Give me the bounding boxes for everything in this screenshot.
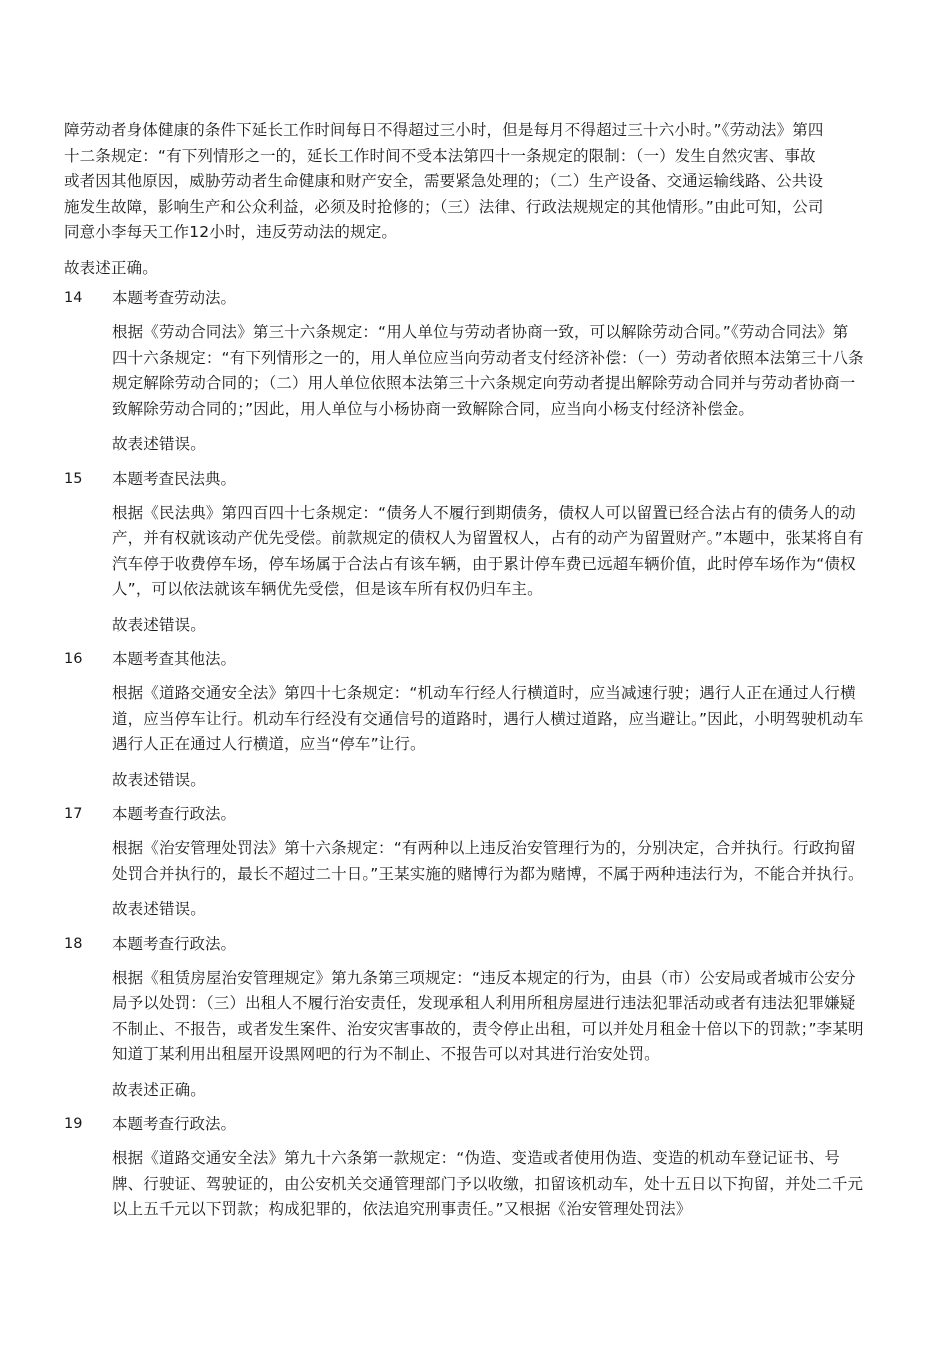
item-number: 14 [64, 290, 83, 306]
item-number: 15 [64, 470, 83, 487]
answer-item-15 [64, 467, 864, 639]
item-explanation: 根据《道路交通安全法》第九十六条第一款规定：“伪造、变造或者使用伪造、变造的机动车登记证书、号牌、行驶证、驾驶证的，由公安机关交通管理部门予以收缴，扣留该机动车，处十五日以下拘留，并处二千元以上五千元以下罚款；构成犯罪的，依法追究刑事责任。”又根据《治安管理处罚法》 [112, 1149, 864, 1218]
item-explanation: 根据《劳动合同法》第三十六条规定：“用人单位与劳动者协商一致，可以解除劳动合同。”《劳动合同法》第四十六条规定：“有下列情形之一的，用人单位应当向劳动者支付经济补偿：（一）劳动者依照本法第三十八条规定解除劳动合同的；（二）用人单位依照本法第三十六条规定向劳动者提出解除劳动合同并与劳动者协商一致解除劳动合同的；”因此，用人单位与小杨协商一致解除合同，应当向小杨支付经济补偿金。 [112, 323, 864, 418]
item-number: 17 [64, 806, 83, 822]
item-explanation: 根据《治安管理处罚法》第十六条规定：“有两种以上违反治安管理行为的，分别决定，合并执行。行政拘留处罚合并执行的，最长不超过二十日。”王某实施的赌博行为都为赌博，不属于两种违法行为，不能合并执行。 [112, 839, 864, 883]
answer-list [64, 286, 864, 1232]
intro-verdict: 故表述正确。 [64, 258, 158, 277]
answer-item-16 [64, 647, 864, 793]
intro-section [64, 118, 824, 281]
item-explanation: 根据《租赁房屋治安管理规定》第九条第三项规定：“违反本规定的行为，由县（市）公安局或者城市公安分局予以处罚：（三）出租人不履行治安责任，发现承租人利用所租房屋进行违法犯罪活动或者有违法犯罪嫌疑不制止、不报告，或者发生案件、治安灾害事故的，责令停止出租，可以并处月租金十倍以下的罚款；”李某明知道丁某利用出租屋开设黑网吧的行为不制止、不报告可以对其进行治安处罚。 [112, 968, 864, 1063]
item-topic: 本题考查行政法。 [112, 805, 237, 823]
item-explanation: 根据《民法典》第四百四十七条规定：“债务人不履行到期债务，债权人可以留置已经合法占有的债务人的动产，并有权就该动产优先受偿。前款规定的债权人为留置权人，占有的动产为留置财产。”本题中，张某将自有汽车停于收费停车场，停车场属于合法占有该车辆，由于累计停车费已远超车辆价值，此时停车场作为“债权人”，可以依法就该车辆优先受偿，但是该车所有权仍归车主。 [112, 503, 864, 598]
item-topic: 本题考查其他法。 [112, 650, 237, 668]
item-topic: 本题考查劳动法。 [112, 289, 237, 307]
answer-item-17 [64, 802, 864, 923]
item-explanation: 根据《道路交通安全法》第四十七条规定：“机动车行经人行横道时，应当减速行驶；遇行人正在通过人行横道，应当停车让行。机动车行经没有交通信号的道路时，遇行人横过道路，应当避让。”因此，小明驾驶机动车遇行人正在通过人行横道，应当“停车”让行。 [112, 684, 864, 753]
item-number: 18 [64, 935, 83, 952]
item-verdict: 故表述错误。 [112, 770, 206, 789]
answer-item-19 [64, 1112, 864, 1223]
item-topic: 本题考查民法典。 [112, 469, 237, 488]
item-verdict: 故表述错误。 [112, 435, 206, 453]
answer-item-18 [64, 932, 864, 1104]
item-verdict: 故表述正确。 [112, 1080, 206, 1099]
item-number: 19 [64, 1116, 83, 1132]
item-topic: 本题考查行政法。 [112, 1115, 237, 1133]
item-number: 16 [64, 651, 83, 667]
intro-paragraph: 障劳动者身体健康的条件下延长工作时间每日不得超过三小时，但是每月不得超过三十六小时。”《劳动法》第四十二条规定：“有下列情形之一的，延长工作时间不受本法第四十一条规定的限制：（一）发生自然灾害、事故或者因其他原因，威胁劳动者生命健康和财产安全，需要紧急处理的；（二）生产设备、交通运输线路、公共设施发生故障，影响生产和公众利益，必须及时抢修的；（三）法律、行政法规规定的其他情形。”由此可知，公司同意小李每天工作12小时，违反劳动法的规定。 [64, 121, 824, 241]
item-verdict: 故表述错误。 [112, 900, 206, 918]
item-topic: 本题考查行政法。 [112, 934, 237, 953]
item-verdict: 故表述错误。 [112, 615, 206, 634]
answer-item-14 [64, 286, 864, 458]
